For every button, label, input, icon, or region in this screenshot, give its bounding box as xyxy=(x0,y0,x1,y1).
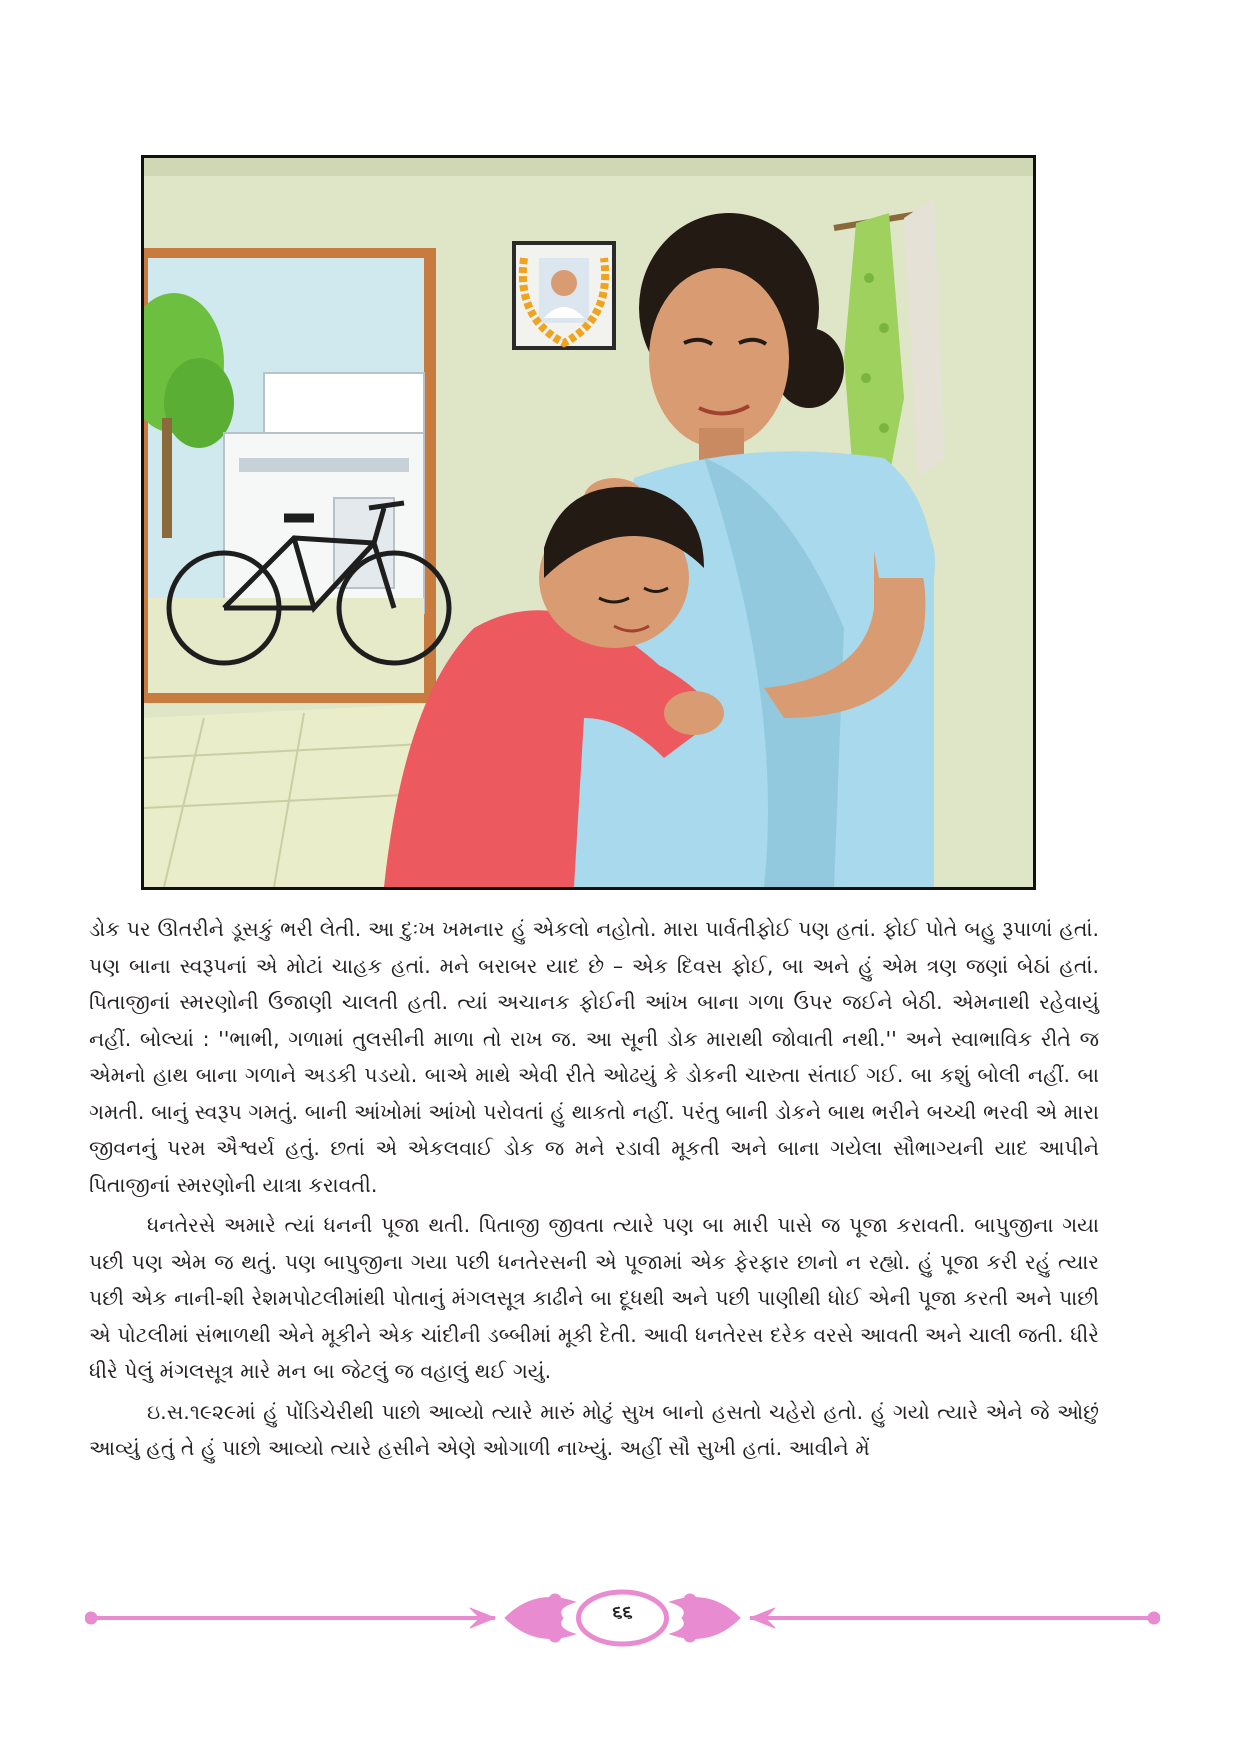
text-line: ગયા પછી પણ એમ જ થતું. પણ બાપુજીના ગયા પછી ધનતેરસની એ પૂજામાં એક ફેરફાર છાનો ન રહ્યો. હું પૂજા xyxy=(89,1213,1099,1274)
text-line: જઈને બેઠી. એમનાથી રહેવાયું નહીં. બોલ્યાં : ''ભાભી, ગળામાં તુલસીની માળા તો રાખ જ. આ સૂની ડોક મારાથી xyxy=(89,990,1099,1051)
text-line: થાકતો નહીં. પરંતુ બાની ડોકને બાથ ભરીને બચ્ચી ભરવી એ મારા જીવનનું પરમ ઐશ્વર્ય હતું. છતાં એ એકલવાઈ xyxy=(89,1099,1099,1160)
text-line: કરી રહું ત્યાર પછી એક નાની-શી રેશમપોટલીમાંથી પોતાનું મંગલસૂત્ર કાઢીને બા દૂધથી અને પછી પાણીથી ધોઈ xyxy=(89,1249,1099,1310)
ceiling-trim xyxy=(144,158,1033,176)
text-line: ધનતેરસે અમારે ત્યાં ધનની પૂજા થતી. પિતાજી જીવતા ત્યારે પણ બા મારી પાસે જ પૂજા કરાવતી. બાપુજીના xyxy=(147,1213,1054,1237)
text-line: ડોક જ મને રડાવી મૂકતી અને બાના ગયેલા સૌભાગ્યની યાદ આપીને પિતાજીનાં સ્મરણોની યાત્રા કરાવતી. xyxy=(89,1136,1099,1197)
text-line: એની પૂજા કરતી અને પાછી એ પોટલીમાં સંભાળથી એને મૂકીને એક ચાંદીની ડબ્બીમાં મૂકી દેતી. આવી ધનતેરસ xyxy=(89,1286,1099,1347)
paragraph-2 xyxy=(89,1207,1099,1390)
text-line: ડોક પર ઊતરીને ડૂસકું ભરી લેતી. આ દુઃખ ખમનાર હું એકલો નહોતો. મારા પાર્વતીફોઈ પણ હતાં. ફોઈ પોતે બહુ xyxy=(89,917,996,941)
paragraph-3 xyxy=(89,1394,1099,1467)
text-line: એને જે ઓછું આવ્યું હતું તે હું પાછો આવ્યો ત્યારે હસીને એણે ઓગાળી નાખ્યું. અહીં સૌ સુખી હતાં. આવીને મેં xyxy=(89,1399,1099,1460)
portrait-frame xyxy=(514,243,614,348)
story-illustration xyxy=(141,155,1036,890)
text-line: ત્રણ જણાં બેઠાં હતાં. પિતાજીનાં સ્મરણોની ઉજાણી ચાલતી હતી. ત્યાં અચાનક ફોઈની આંખ બાના ગળા ઉપર xyxy=(89,953,1099,1014)
text-line: દરેક વરસે આવતી અને ચાલી જતી. ધીરે ધીરે પેલું મંગલસૂત્ર મારે મન બા જેટલું જ વહાલું થઈ ગયું. xyxy=(89,1322,1100,1383)
paragraph-1 xyxy=(89,911,1099,1203)
illustration-svg xyxy=(144,158,1033,887)
text-line: ઇ.સ.૧૯૨૯માં હું પોંડિચેરીથી પાછો આવ્યો ત્યારે મારું મોટું સુખ બાનો હસતો ચહેરો હતો. હું ગયો ત્યારે xyxy=(147,1399,979,1424)
text-line: ડોકની ચારુતા સંતાઈ ગઈ. બા કશું બોલી નહીં. બા ગમતી. બાનું સ્વરૂપ ગમતું. બાની આંખોમાં આંખો પરોવતાં હું xyxy=(89,1063,1099,1124)
page-number: ૬૬ xyxy=(612,1602,633,1623)
text-line: જોવાતી નથી.'' અને સ્વાભાવિક રીતે જ એમનો હાથ બાના ગળાને અડકી પડયો. બાએ માથે એવી રીતે ઓઢયું કે xyxy=(89,1026,1099,1087)
text-line: રૂપાળાં હતાં. પણ બાના સ્વરૂપનાં એ મોટાં ચાહક હતાં. મને બરાબર યાદ છે – એક દિવસ ફોઈ, બા અને હું એમ xyxy=(89,917,1100,978)
story-text xyxy=(89,911,1099,1471)
building xyxy=(264,373,424,433)
ground-outside xyxy=(148,598,424,693)
page-footer xyxy=(85,1588,1160,1648)
